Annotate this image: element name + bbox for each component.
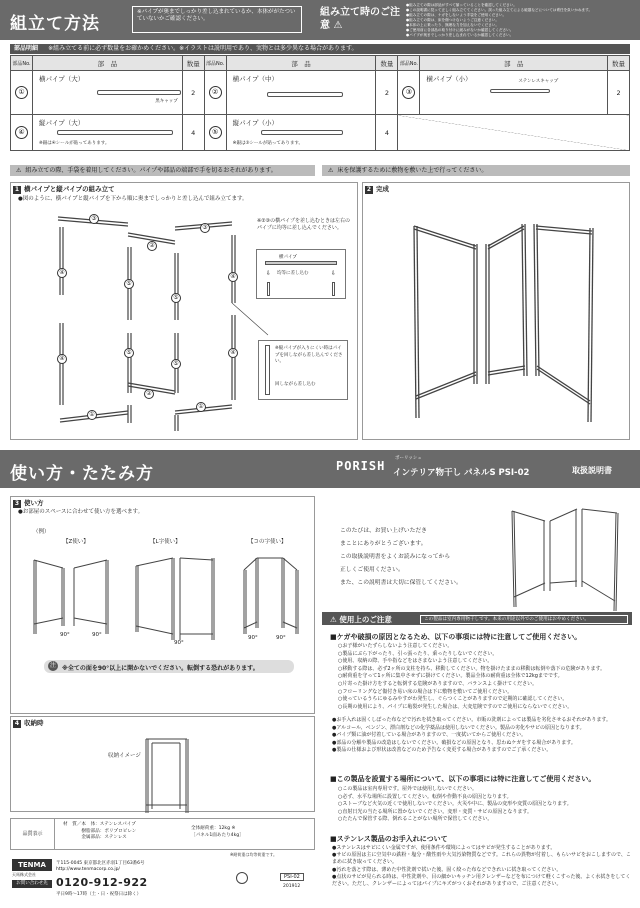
caution-title: 組み立て時のご注意 ⚠	[320, 7, 400, 31]
usage-sec1-title: ■ケガや破損の原因となるため、以下の事項には特に注意してご使用ください。	[330, 633, 582, 641]
type-z: 【Z使い】	[63, 539, 89, 545]
contact-tel: 0120-912-922	[56, 876, 148, 889]
vertical-pipe-small-icon	[261, 130, 343, 135]
marker-5c: ⑤	[124, 348, 134, 358]
pipe-icon	[265, 261, 337, 265]
spec-box	[10, 818, 315, 850]
pipe-large-icon	[97, 90, 181, 95]
manual-label: 取扱説明書	[572, 466, 612, 475]
spec-materials: 材 質／本 体：ステンレスパイプ 樹脂部品：ポリプロピレン 金属部品：ステンレス	[63, 822, 137, 840]
spec-load: 全体耐荷重：12kg ※ ［パネル1面あたり4kg］	[191, 826, 244, 838]
spec-footnote: ※耐荷重は均等荷重です。	[230, 852, 278, 857]
usage-type-illustrations	[12, 548, 312, 648]
usage-sec1-list: ○お子様がいたずらしないよう注意してください。 ○製品にぶら下がったり、引っ張ったり、乗ったりしないでください。 ○使用、収納の際、手や指などをはさまないよう注意してください。 ○移動する際は、必ず2ヶ所の支柱を持ち、移動してください。物を掛けたままの移動は転倒や落下の危険があります。 ○耐荷重を守って1ヶ所に集中させずに掛けてください。製品全体の耐荷重は全体で12kgまでです。 ○片寄った掛け方をすると転倒する危険がありますので、バランスよく掛けてください。 ○フローリングなど傷付き易い床の場合は下に敷物を敷いてご使用ください。 ○使っているうちにゆるみやすがわ発生し、ぐらつくことがありますので定期的に確認してください。 ○長期の使用により、パイプに亀裂が発生した場合は、大変危険ですのでご使用にならないでください。	[338, 643, 606, 710]
pipe-stub-icon	[267, 282, 270, 296]
intro-text: このたびは、お買い上げいただき まことにありがとうございます。 この取扱説明書をよくお読みになってから 正しくご使用ください。 また、この説明書は大切に保管してください。	[340, 528, 462, 586]
company-url: http://www.tenmacorp.co.jp/	[56, 867, 120, 872]
empty-cell	[398, 115, 630, 151]
col-name: 部 品	[32, 56, 182, 71]
caution-list: ●組み立ての際は部品がすべて揃っていることを確認してください。 ●この説明書に従って正しく組み立ててください。誤った組み立てによる破損などについては責任を負いかねます。 ●組み立ての際は、ケガをしないよう手袋をご使用ください。 ●組み立ての際は、床を傷つけないようご注意ください。 ●本体の上に乗ったり、無理な力を加えないでください。 ●ご使用前に各部品の取り付けに緩みがないか確認してください。 ●パイプが奥までしっかり差し込まれているか確認してください。	[406, 3, 593, 37]
marker-4a: ④	[57, 268, 67, 278]
angle-u-2: 90°	[276, 635, 286, 641]
callout-rotate-box: ※縦パイプが入りにくい時はパイプを回しながら差し込んでください。 回しながら差し込む	[258, 340, 348, 400]
contact-label: お問い合わせ先	[12, 880, 52, 888]
product-illustration	[498, 495, 638, 615]
marker-4d: ④	[228, 348, 238, 358]
type-l: 【L字使い】	[150, 539, 181, 545]
marker-1a: ①	[87, 410, 97, 420]
arrow-down-icon: ⇩	[331, 270, 337, 277]
step3-desc: ●お部屋のスペースに合わせて使い方を選べます。	[18, 509, 144, 515]
step4-heading: 4 収納時	[14, 719, 44, 727]
marker-1b: ①	[196, 402, 206, 412]
marker-5d: ⑤	[171, 359, 181, 369]
contact-hours: 平日9時〜17時（土・日・祝祭日は除く）	[56, 892, 142, 897]
spec-label: 品質表示	[11, 819, 55, 849]
col-qty: 数量	[182, 56, 204, 71]
glove-warning: ⚠ 組み立ての際、手袋を着用してください。パイプや部品の端部で手を切るおそれがあります。	[10, 165, 315, 176]
marker-3b: ③	[200, 223, 210, 233]
caution-badge: 注	[49, 662, 56, 669]
callout-even-note: ※②③の横パイプを差し込むときは左右のパイプに均等に差し込んでください。	[257, 218, 351, 231]
angle-caution: 注 ※全ての面を90°以上に開かないでください。転倒する恐れがあります。	[44, 660, 294, 673]
completed-rack-illustration	[362, 196, 630, 436]
parts-title-bar: 部品明細 ※組み立てる前に必ず数量をお確かめください。※イラストは説明用であり、実物とは多少異なる場合があります。	[10, 44, 630, 54]
warning-icon: ⚠	[330, 615, 337, 624]
pse-mark	[236, 872, 248, 884]
marker-4c: ④	[57, 354, 67, 364]
marker-2b: ②	[144, 389, 154, 399]
step1-heading: 1 横パイプと縦パイプの組み立て	[14, 185, 115, 193]
callout-even-box: 横パイプ ⇩ ⇩ 均等に差し込む	[256, 249, 346, 299]
brand-ruby: ポーリッシュ	[395, 456, 422, 461]
usage-sec3-list: ●ステンレスはサビにくい金属ですが、使用条件や環境によってはサビが発生することがあります。 ●サビの原因は主に空気中の鉄粉・塩分・酸性雨や大気汚染物質などです。これらの異物が付着し、もらいサビをおこしますので、こまめに拭き取ってください。 ●汚れを落とす際は、薄めた中性洗剤で拭いた後、固く絞った布などできれいに拭き取ってください。 ●点状のサビが見られる時は、中性洗剤や、目の細かいキッチン用クレンザーなどを布につけて軽くこすった後、よく水拭きをしてください。ただし、クレンザーによってはパイプにキズがつくおそれがありますので、ご注意ください。	[332, 845, 631, 888]
marker-2: ②	[147, 241, 157, 251]
product-code: PSI-02	[280, 873, 304, 881]
warning-icon: ⚠	[328, 167, 334, 174]
company-address: 〒115-0045 東京都北区赤羽1丁目63番6号	[56, 861, 145, 866]
product-name: インテリア物干し パネルS PSI-02	[393, 468, 530, 478]
angle-z-2: 90°	[92, 632, 102, 638]
usage-notes-banner: この製品は室内専用物干しです。本来の用途以外でのご使用はおやめください。	[420, 615, 628, 624]
print-date: 201912	[283, 884, 301, 889]
step3-heading: 3 使い方	[14, 499, 44, 507]
company-logo: TENMA	[12, 859, 52, 871]
step1-diagram	[10, 205, 360, 445]
warning-icon: ⚠	[16, 167, 22, 174]
floor-warning: ⚠ 床を保護するために敷物を敷いた上で行ってください。	[322, 165, 630, 176]
usage-sec1-extra: ●お手入れは固くしぼった布などで汚れを拭き取ってください。市販の洗剤によっては製品を劣化させるおそれがあります。 ●アルコール、ベンジン、漂白剤などの化学薬品は使用しないでください。製品の劣化やサビの原因となります。 ●パイプ類に油が付着している場合がありますので、一度拭いてからご使用ください。 ●部品の分解や製品の改造はしないでください。破損などの原因となり、思わぬケガをする場合があります。 ●製品の仕様および形状は改善などのため予告なく変更する場合がありますのでご了承ください。	[332, 717, 611, 754]
marker-5b: ⑤	[171, 293, 181, 303]
step2-heading: 2 完成	[366, 185, 389, 193]
part-qty: 2	[182, 71, 204, 115]
pipe-small-icon	[490, 89, 550, 93]
marker-3: ③	[89, 214, 99, 224]
usage-sec2-title: ■この製品を設置する場所について、以下の事項には特に注意してご使用ください。	[330, 775, 596, 783]
company-name: 天馬株式会社	[12, 872, 36, 877]
assembly-title: 組立て方法	[10, 14, 100, 34]
example-label: （例）	[33, 529, 50, 535]
storage-illustration	[140, 735, 200, 815]
pipe-stub-icon	[332, 282, 335, 296]
brand-logo: PORISH	[336, 459, 386, 473]
step1-desc: ●図のように、横パイプと縦パイプを下から順に奥までしっかりと差し込んで組み立てます。	[18, 196, 248, 202]
part-cell: 横パイプ（大） 黒キャップ	[32, 71, 182, 115]
warning-icon: ⚠	[333, 20, 343, 31]
col-no: 部品No.	[11, 56, 33, 71]
vertical-pipe-large-icon	[57, 130, 173, 135]
part-no: ①	[11, 71, 33, 115]
angle-z-1: 90°	[60, 632, 70, 638]
parts-table: 部品No. 部 品 数量 部品No. 部 品 数量 部品No. 部 品 数量 ① 横パイプ（大） 黒キャップ 2 ② 横パイプ（中） 2 ③ 横パイプ（小） ステンレスキャップ 2 ④ 縦パイプ（大） ※銀は④シールが貼ってあります。 4 ⑤ 縦パイプ（小） ※銀は⑤シールが貼ってあります。 4	[10, 55, 630, 151]
usage-notes-title: ⚠ 使用上のご注意	[330, 615, 392, 624]
pipe-medium-icon	[267, 92, 343, 97]
usage-sec2-list: ○この製品は室内専用です。屋外では使用しないでください。 ○必ず、水平な場所に設置してください。転倒や作動不良の原因となります。 ○ストーブなど火気の近くで使用しないでください。火災や中に、製品の変形や変質の原因となります。 ○直射日光の当たる場所に置かないでください。変形・変質・サビの原因となります。 ○たたんで保管する際、倒れることがない場所で保管してください。	[338, 786, 572, 823]
angle-u-1: 90°	[248, 635, 258, 641]
type-u: 【コの字使い】	[248, 539, 287, 545]
arrow-down-icon: ⇩	[266, 270, 272, 277]
pipe-vertical-icon	[265, 345, 270, 395]
marker-5a: ⑤	[124, 279, 134, 289]
marker-4b: ④	[228, 272, 238, 282]
usage-title: 使い方・たたみ方	[10, 464, 154, 484]
storage-label: 収納イメージ	[108, 753, 141, 759]
angle-l: 90°	[174, 640, 184, 646]
usage-sec3-title: ■ステンレス製品のお手入れについて	[330, 835, 448, 843]
assembly-note: ※パイプが奥までしっかり差し込まれているか、本体ががたついていないかご確認ください。	[132, 6, 302, 33]
